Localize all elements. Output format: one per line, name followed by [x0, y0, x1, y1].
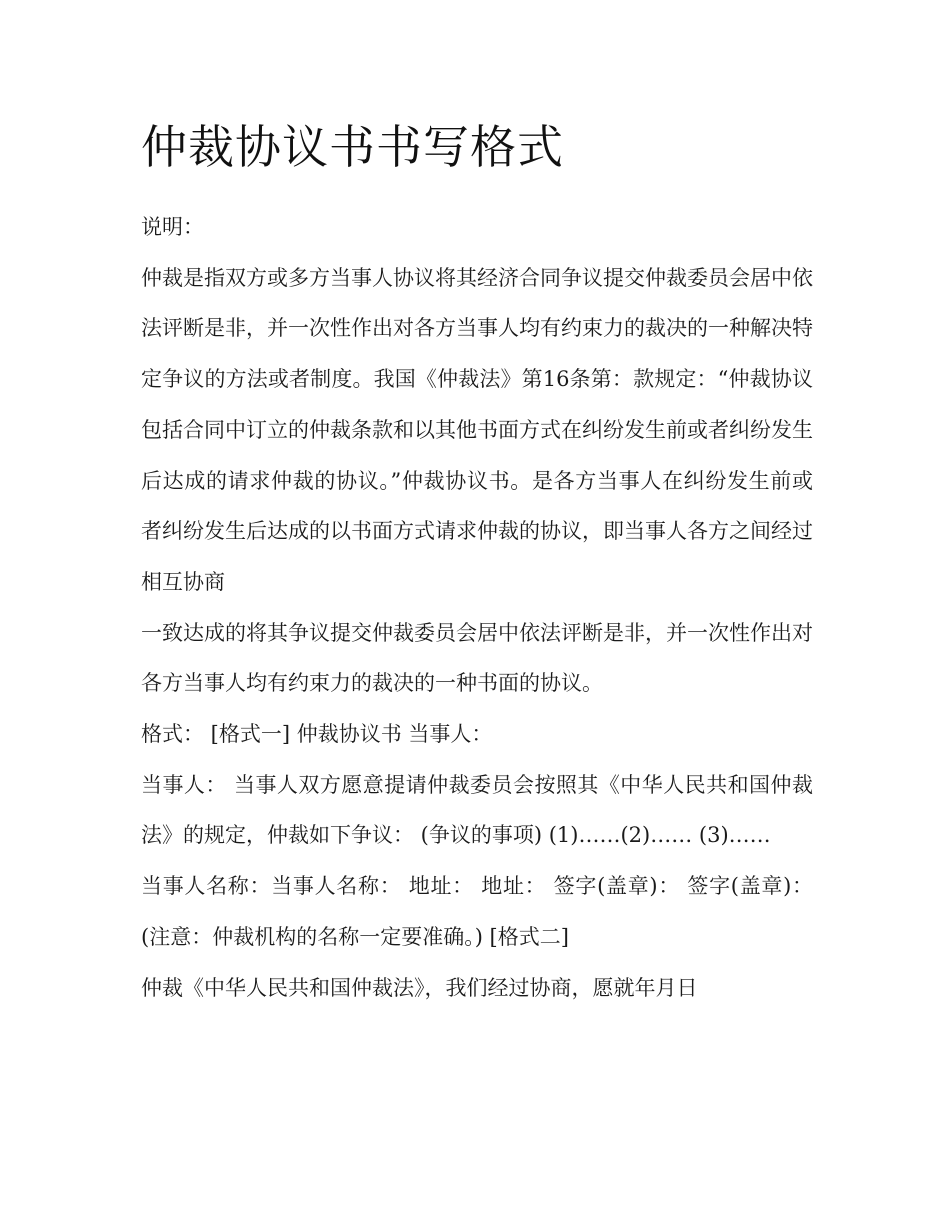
paragraph-intro-label: 说明： — [141, 215, 204, 239]
document-title: 仲裁协议书书写格式 — [141, 120, 564, 174]
paragraph-parties-agreement: 当事人： 当事人双方愿意提请仲裁委员会按照其《中华人民共和国仲裁法》的规定，仲裁如下争议： (争议的事项) (1)……(2)…… (3)…… — [141, 772, 813, 848]
document-body — [141, 202, 813, 1013]
paragraph-format-one: 格式： [格式一] 仲裁协议书 当事人： — [141, 722, 493, 747]
paragraph-format-two: 仲裁《中华人民共和国仲裁法》，我们经过协商，愿就年月日 — [141, 975, 698, 1000]
document-content — [141, 112, 813, 1013]
paragraph-definition: 仲裁是指双方或多方当事人协议将其经济合同争议提交仲裁委员会居中依法评断是非，并一次性作出对各方当事人均有约束力的裁决的一种解决特定争议的方法或者制度。我国《仲裁法》第16条第：款规定：“仲裁协议包括合同中订立的仲裁条款和以其他书面方式在纠纷发生前或者纠纷发生后达成的请求仲裁的协议。”仲裁协议书。是各方当事人在纠纷发生前或者纠纷发生后达成的以书面方式请求仲裁的协议，即当事人各方之间经过相互协商 — [141, 265, 813, 594]
paragraph-definition-continued: 一致达成的将其争议提交仲裁委员会居中依法评断是非，并一次性作出对各方当事人均有约束力的裁决的一种书面的协议。 — [141, 620, 813, 696]
paragraph-signatures: 当事人名称：当事人名称： 地址： 地址： 签字(盖章)： 签字(盖章)： (注意：仲裁机构的名称一定要准确。) [格式二] — [141, 874, 813, 949]
